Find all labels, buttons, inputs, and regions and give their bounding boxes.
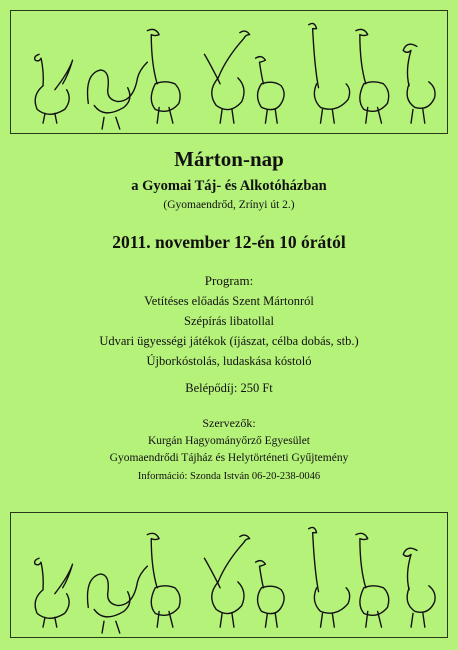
goose-icon — [87, 566, 147, 633]
goose-icon — [88, 62, 148, 129]
goose-icon — [309, 527, 350, 627]
program-item: Újborkóstolás, ludaskása kóstoló — [146, 354, 312, 368]
goose-frieze-top — [10, 10, 448, 134]
goose-icon — [256, 561, 285, 628]
goose-icon — [35, 558, 73, 627]
goose-frieze-bottom — [10, 512, 448, 638]
program-item: Vetítéses előadás Szent Mártonról — [144, 294, 314, 308]
goose-drawings-bottom — [11, 513, 447, 637]
program-item: Szépírás libatollal — [184, 314, 274, 328]
entry-fee: Belépődíj: 250 Ft — [185, 381, 273, 395]
goose-icon — [403, 548, 435, 627]
contact-info: Információ: Szonda István 06-20-238-0046 — [137, 471, 321, 482]
goose-icon — [256, 57, 285, 124]
goose-icon — [147, 29, 180, 123]
event-title: Márton-nap — [174, 147, 284, 171]
goose-icon — [147, 533, 180, 627]
goose-icon — [35, 54, 73, 123]
event-address: (Gyomaendrőd, Zrínyi út 2.) — [163, 199, 295, 211]
event-date: 2011. november 12-én 10 órától — [112, 232, 346, 252]
organizer-item: Kurgán Hagyományőrző Egyesület — [147, 435, 311, 447]
goose-icon — [309, 23, 350, 123]
organizer-item: Gyomaendrődi Tájház és Helytörténeti Gyűjtemény — [109, 452, 349, 464]
event-subtitle: a Gyomai Táj- és Alkotóházban — [131, 178, 327, 194]
program-item: Udvari ügyességi játékok (íjászat, célba dobás, stb.) — [99, 334, 359, 348]
goose-icon — [403, 44, 435, 123]
goose-icon — [356, 29, 389, 123]
program-label: Program: — [204, 273, 254, 288]
goose-drawings-top — [11, 11, 447, 133]
goose-icon — [204, 31, 249, 123]
organizers-label: Szervezők: — [202, 416, 256, 430]
goose-icon — [356, 533, 389, 627]
goose-icon — [204, 535, 249, 627]
